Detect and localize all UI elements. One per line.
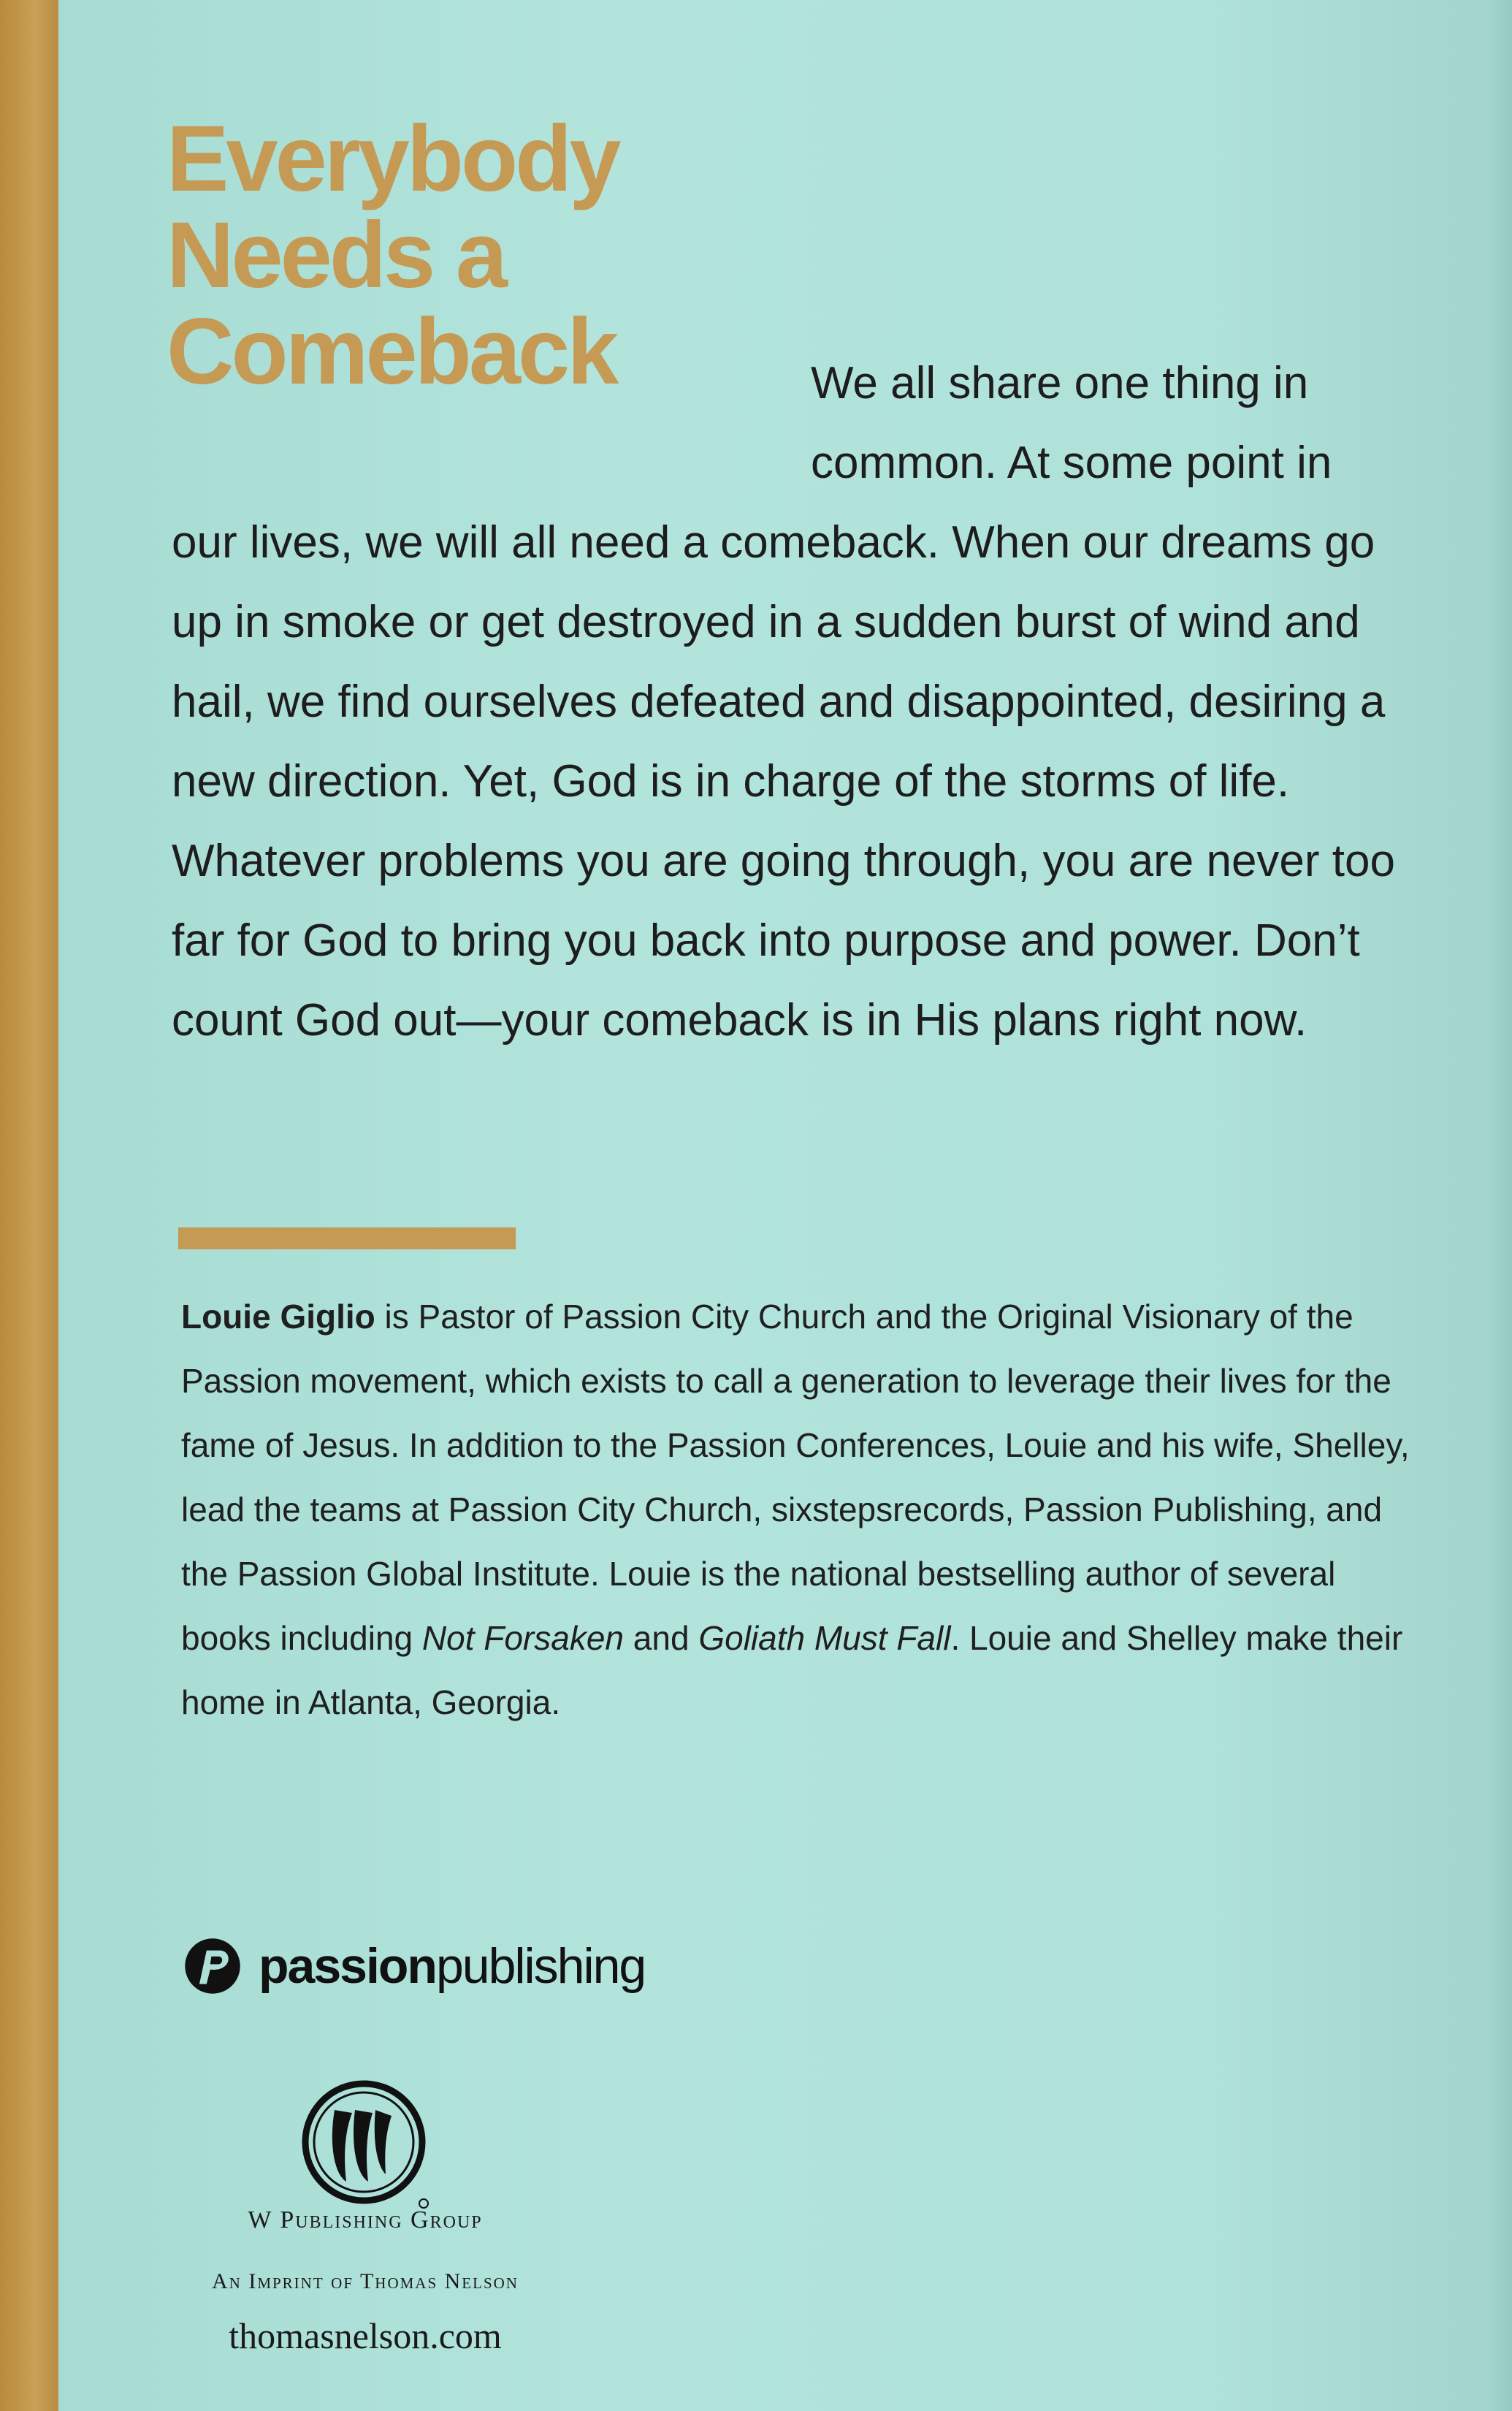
w-publishing-logo-icon bbox=[299, 2075, 431, 2214]
publisher-name-regular: publishing bbox=[435, 1938, 646, 1994]
cover-edge bbox=[1486, 0, 1512, 2411]
title-line-1: Everybody bbox=[167, 107, 619, 211]
title-line-3: Comeback bbox=[167, 300, 616, 404]
publisher-name-bold: passion bbox=[259, 1938, 436, 1994]
publisher-website: thomasnelson.com bbox=[229, 2315, 502, 2356]
title-line-2: Needs a bbox=[167, 203, 505, 308]
author-name: Louie Giglio bbox=[181, 1298, 375, 1336]
blurb-paragraph bbox=[172, 343, 1406, 1060]
blurb-text: We all share one thing in common. At some point in our lives, we will all need a comeback. When our dreams go up in smoke or get destroyed in a sudden burst of wind and hail, we find ourselves defeated and disappointed, desiring a new direction. Yet, God is in charge of the storms of life. Whatever problems you are going through, you are never too far for God to bring you back into purpose and power. Don’t count God out—your comeback is in His plans right now. bbox=[172, 358, 1395, 1045]
publishing-group-name: W Publishing Group bbox=[248, 2206, 483, 2233]
imprint-line: An Imprint of Thomas Nelson bbox=[212, 2269, 519, 2293]
gold-spine-band bbox=[0, 0, 58, 2411]
gold-divider bbox=[178, 1227, 516, 1249]
passion-publishing-logo bbox=[183, 1936, 645, 1996]
passion-p-icon bbox=[183, 1936, 243, 1996]
book-title-not-forsaken: Not Forsaken bbox=[421, 1619, 625, 1657]
author-bio: Louie Giglio is Pastor of Passion City Church and the Original Visionary of the Passion movement, which exists to call a generation to leverage their lives for the fame of Jesus. In addition to the Passion Conferences, Louie and his wife, Shelley, lead the teams at Passion City Church, sixstepsrecords, Passion Publishing, and the Passion Global Institute. Louie is the national bestselling author of several books including Not Forsaken and Goliath Must Fall. Louie and Shelley make their home in Atlanta, Georgia. bbox=[181, 1298, 1410, 1721]
book-title-goliath-must-fall: Goliath Must Fall bbox=[698, 1619, 951, 1657]
